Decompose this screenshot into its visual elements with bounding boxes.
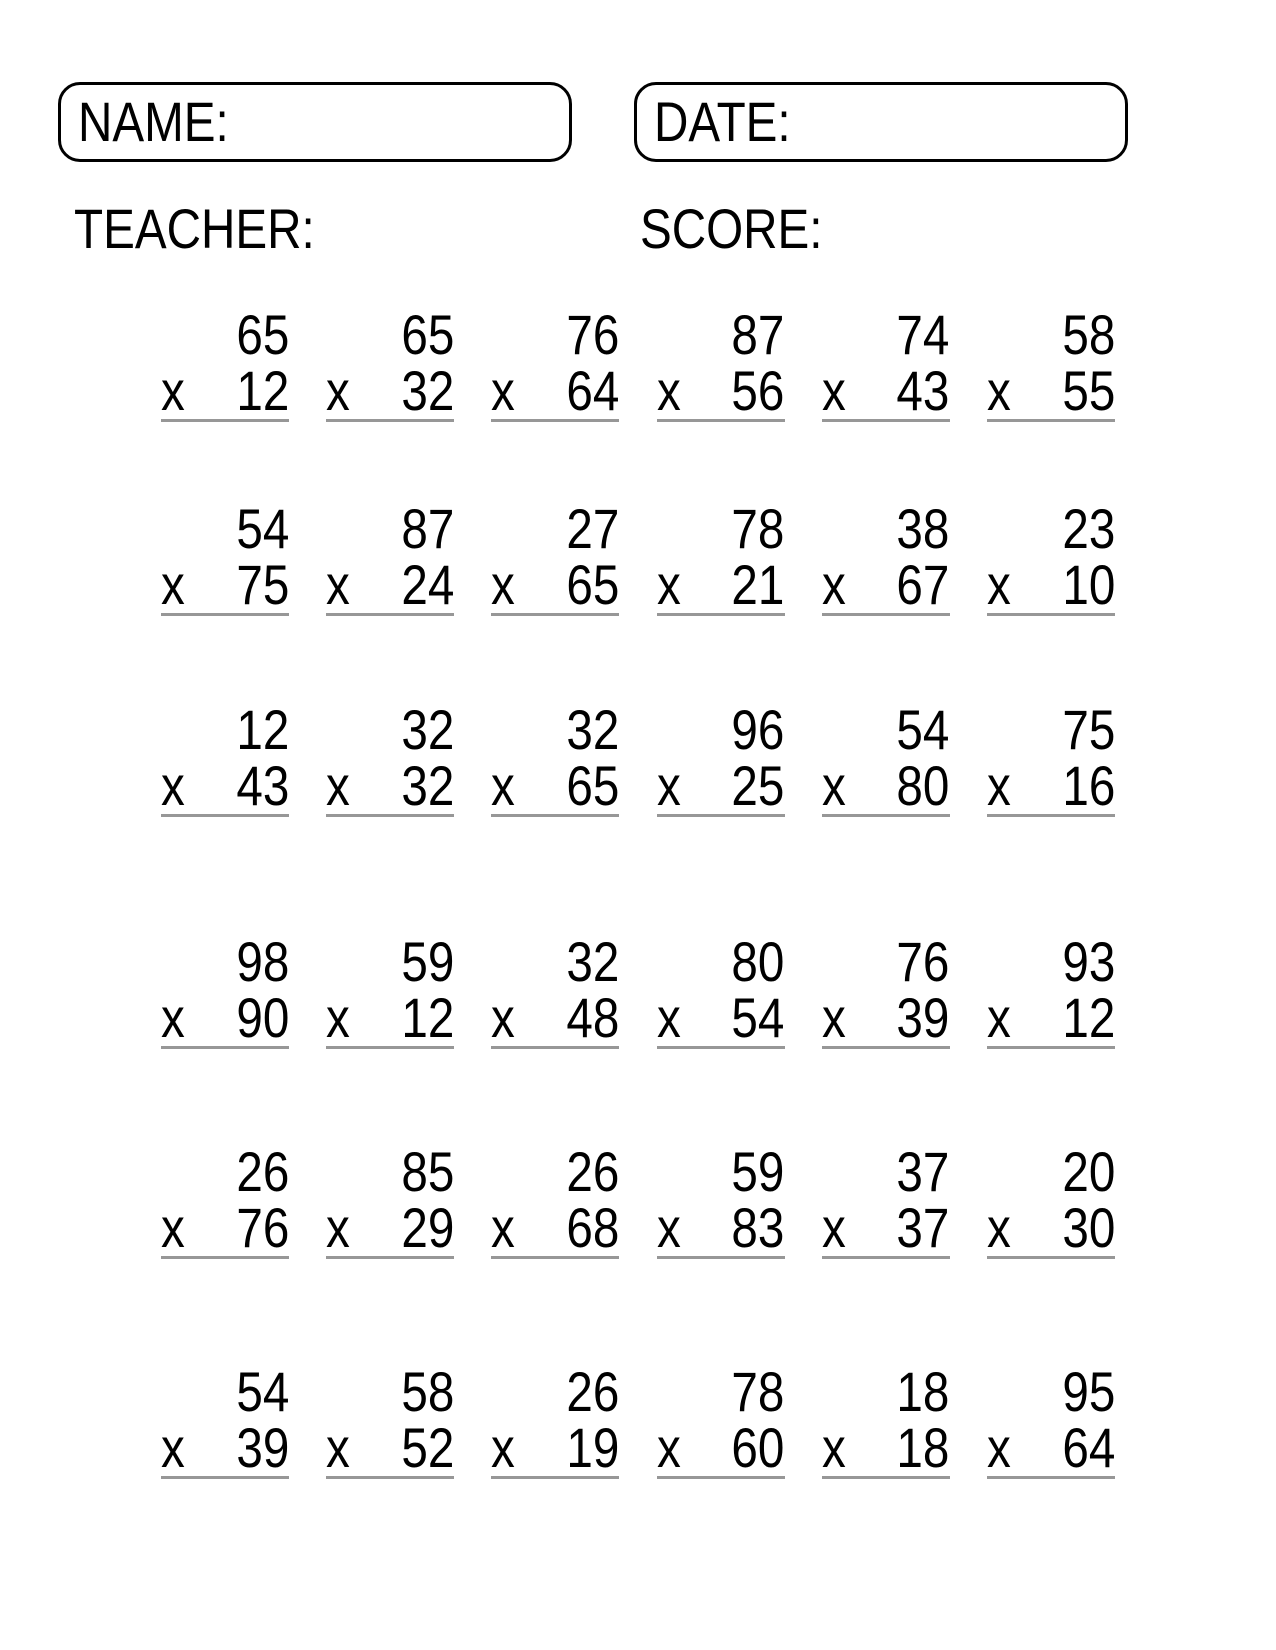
- multiplication-problem: [161, 497, 289, 616]
- multiplier: 52: [401, 1416, 455, 1479]
- multiplier: 24: [401, 553, 455, 616]
- multiply-sign: x: [986, 1416, 1011, 1479]
- multiplier: 76: [236, 1196, 289, 1259]
- multiplicand: 78: [731, 497, 785, 560]
- multiplier: 18: [896, 1416, 950, 1479]
- multiplicand: 58: [1061, 303, 1115, 366]
- multiply-sign: x: [326, 553, 350, 616]
- multiply-sign: x: [491, 1196, 516, 1259]
- multiplicand: 80: [731, 930, 785, 993]
- multiplicand: 37: [896, 1140, 950, 1203]
- multiply-sign: x: [326, 359, 350, 422]
- multiply-sign: x: [821, 1416, 846, 1479]
- multiplication-problem: [986, 1140, 1115, 1259]
- problem-row: [161, 303, 1115, 422]
- multiplicand: 85: [401, 1140, 455, 1203]
- teacher-label: TEACHER:: [74, 197, 315, 260]
- multiply-sign: x: [821, 754, 846, 817]
- multiply-sign: x: [986, 359, 1011, 422]
- multiplicand: 20: [1061, 1140, 1115, 1203]
- multiplication-problem: [326, 1140, 455, 1259]
- multiplication-problem: [656, 303, 785, 422]
- multiplication-problem: [821, 698, 950, 817]
- multiply-sign: x: [161, 754, 185, 817]
- multiplier: 12: [236, 359, 289, 422]
- multiplier: 55: [1061, 359, 1115, 422]
- multiplication-problem: [821, 1140, 950, 1259]
- multiplier: 68: [566, 1196, 620, 1259]
- name-label: NAME:: [78, 90, 229, 153]
- multiplication-problem: [326, 1360, 455, 1479]
- multiply-sign: x: [326, 754, 350, 817]
- multiplier: 32: [401, 359, 455, 422]
- multiplier: 12: [401, 986, 455, 1049]
- multiply-sign: x: [821, 553, 846, 616]
- multiplicand: 27: [566, 497, 620, 560]
- multiplication-problem: [656, 1360, 785, 1479]
- multiply-sign: x: [491, 359, 516, 422]
- multiplicand: 65: [236, 303, 289, 366]
- multiplier: 43: [896, 359, 950, 422]
- multiplier: 29: [401, 1196, 455, 1259]
- multiplicand: 12: [236, 698, 289, 761]
- multiplication-problem: [491, 930, 620, 1049]
- multiplication-problem: [161, 930, 289, 1049]
- multiply-sign: x: [326, 986, 350, 1049]
- multiplication-problem: [656, 497, 785, 616]
- multiplication-problem: [326, 303, 455, 422]
- multiplicand: 58: [401, 1360, 455, 1423]
- multiplicand: 59: [731, 1140, 785, 1203]
- name-field-box[interactable]: [58, 82, 572, 162]
- multiplication-problem: [821, 1360, 950, 1479]
- multiplication-problem: [986, 497, 1115, 616]
- multiplier: 43: [236, 754, 289, 817]
- multiplier: 10: [1061, 553, 1115, 616]
- multiplier: 65: [566, 754, 620, 817]
- multiplicand: 26: [236, 1140, 289, 1203]
- multiplicand: 38: [896, 497, 950, 560]
- multiplicand: 23: [1061, 497, 1115, 560]
- multiplier: 16: [1061, 754, 1115, 817]
- multiplicand: 74: [896, 303, 950, 366]
- multiply-sign: x: [986, 986, 1011, 1049]
- multiply-sign: x: [821, 359, 846, 422]
- multiplication-problem: [491, 1360, 620, 1479]
- multiplier: 21: [731, 553, 785, 616]
- multiply-sign: x: [326, 1416, 350, 1479]
- multiply-sign: x: [161, 359, 185, 422]
- multiplier: 80: [896, 754, 950, 817]
- multiplicand: 54: [236, 1360, 289, 1423]
- multiplication-problem: [986, 698, 1115, 817]
- date-field-box[interactable]: [634, 82, 1128, 162]
- multiplication-problem: [491, 303, 620, 422]
- multiplication-problem: [326, 497, 455, 616]
- multiplicand: 59: [401, 930, 455, 993]
- multiplication-problem: [821, 930, 950, 1049]
- multiplication-problem: [161, 303, 289, 422]
- multiplicand: 54: [236, 497, 289, 560]
- problem-row: [161, 930, 1115, 1049]
- multiplier: 32: [401, 754, 455, 817]
- multiplication-problem: [821, 303, 950, 422]
- multiply-sign: x: [656, 754, 681, 817]
- multiply-sign: x: [491, 553, 516, 616]
- multiplicand: 75: [1061, 698, 1115, 761]
- problem-row: [161, 698, 1115, 817]
- multiplicand: 65: [401, 303, 455, 366]
- multiplication-problem: [326, 698, 455, 817]
- problem-row: [161, 1360, 1115, 1479]
- multiplication-problem: [326, 930, 455, 1049]
- multiplication-problem: [656, 1140, 785, 1259]
- multiplicand: 26: [566, 1140, 620, 1203]
- multiplicand: 98: [236, 930, 289, 993]
- multiplier: 39: [236, 1416, 289, 1479]
- multiplication-problem: [986, 930, 1115, 1049]
- multiplier: 65: [566, 553, 620, 616]
- multiplier: 83: [731, 1196, 785, 1259]
- multiply-sign: x: [161, 553, 185, 616]
- multiplication-problem: [491, 497, 620, 616]
- multiply-sign: x: [161, 986, 185, 1049]
- multiplier: 39: [896, 986, 950, 1049]
- multiplication-problem: [986, 1360, 1115, 1479]
- multiplication-problem: [656, 698, 785, 817]
- multiplicand: 32: [566, 930, 620, 993]
- multiplier: 64: [566, 359, 620, 422]
- multiply-sign: x: [656, 359, 681, 422]
- multiplication-problem: [161, 698, 289, 817]
- multiplier: 25: [731, 754, 785, 817]
- score-label: SCORE:: [640, 197, 823, 260]
- multiply-sign: x: [656, 1416, 681, 1479]
- multiplier: 37: [896, 1196, 950, 1259]
- multiply-sign: x: [491, 986, 516, 1049]
- multiplier: 56: [731, 359, 785, 422]
- multiplicand: 87: [731, 303, 785, 366]
- multiply-sign: x: [821, 986, 846, 1049]
- multiplicand: 26: [566, 1360, 620, 1423]
- multiplier: 60: [731, 1416, 785, 1479]
- multiply-sign: x: [491, 754, 516, 817]
- multiplier: 54: [731, 986, 785, 1049]
- multiplicand: 93: [1061, 930, 1115, 993]
- date-label: DATE:: [654, 90, 791, 153]
- multiplier: 30: [1061, 1196, 1115, 1259]
- multiplicand: 32: [566, 698, 620, 761]
- problem-row: [161, 1140, 1115, 1259]
- multiplicand: 76: [566, 303, 620, 366]
- multiply-sign: x: [656, 1196, 681, 1259]
- multiplication-problem: [161, 1360, 289, 1479]
- multiply-sign: x: [986, 553, 1011, 616]
- multiplicand: 87: [401, 497, 455, 560]
- multiplier: 64: [1061, 1416, 1115, 1479]
- multiply-sign: x: [986, 1196, 1011, 1259]
- multiply-sign: x: [326, 1196, 350, 1259]
- multiplication-problem: [656, 930, 785, 1049]
- multiply-sign: x: [656, 986, 681, 1049]
- multiply-sign: x: [161, 1196, 185, 1259]
- multiplication-problem: [821, 497, 950, 616]
- multiplication-problem: [491, 1140, 620, 1259]
- multiplier: 90: [236, 986, 289, 1049]
- multiplier: 19: [566, 1416, 620, 1479]
- multiplication-problem: [986, 303, 1115, 422]
- problem-row: [161, 497, 1115, 616]
- multiply-sign: x: [656, 553, 681, 616]
- multiplication-problem: [491, 698, 620, 817]
- multiplier: 48: [566, 986, 620, 1049]
- multiplier: 12: [1061, 986, 1115, 1049]
- multiply-sign: x: [986, 754, 1011, 817]
- multiply-sign: x: [491, 1416, 516, 1479]
- multiplicand: 18: [896, 1360, 950, 1423]
- multiplicand: 78: [731, 1360, 785, 1423]
- multiply-sign: x: [161, 1416, 185, 1479]
- multiply-sign: x: [821, 1196, 846, 1259]
- multiplicand: 32: [401, 698, 455, 761]
- multiplier: 67: [896, 553, 950, 616]
- multiplicand: 96: [731, 698, 785, 761]
- multiplicand: 54: [896, 698, 950, 761]
- multiplicand: 95: [1061, 1360, 1115, 1423]
- multiplicand: 76: [896, 930, 950, 993]
- multiplier: 75: [236, 553, 289, 616]
- multiplication-problem: [161, 1140, 289, 1259]
